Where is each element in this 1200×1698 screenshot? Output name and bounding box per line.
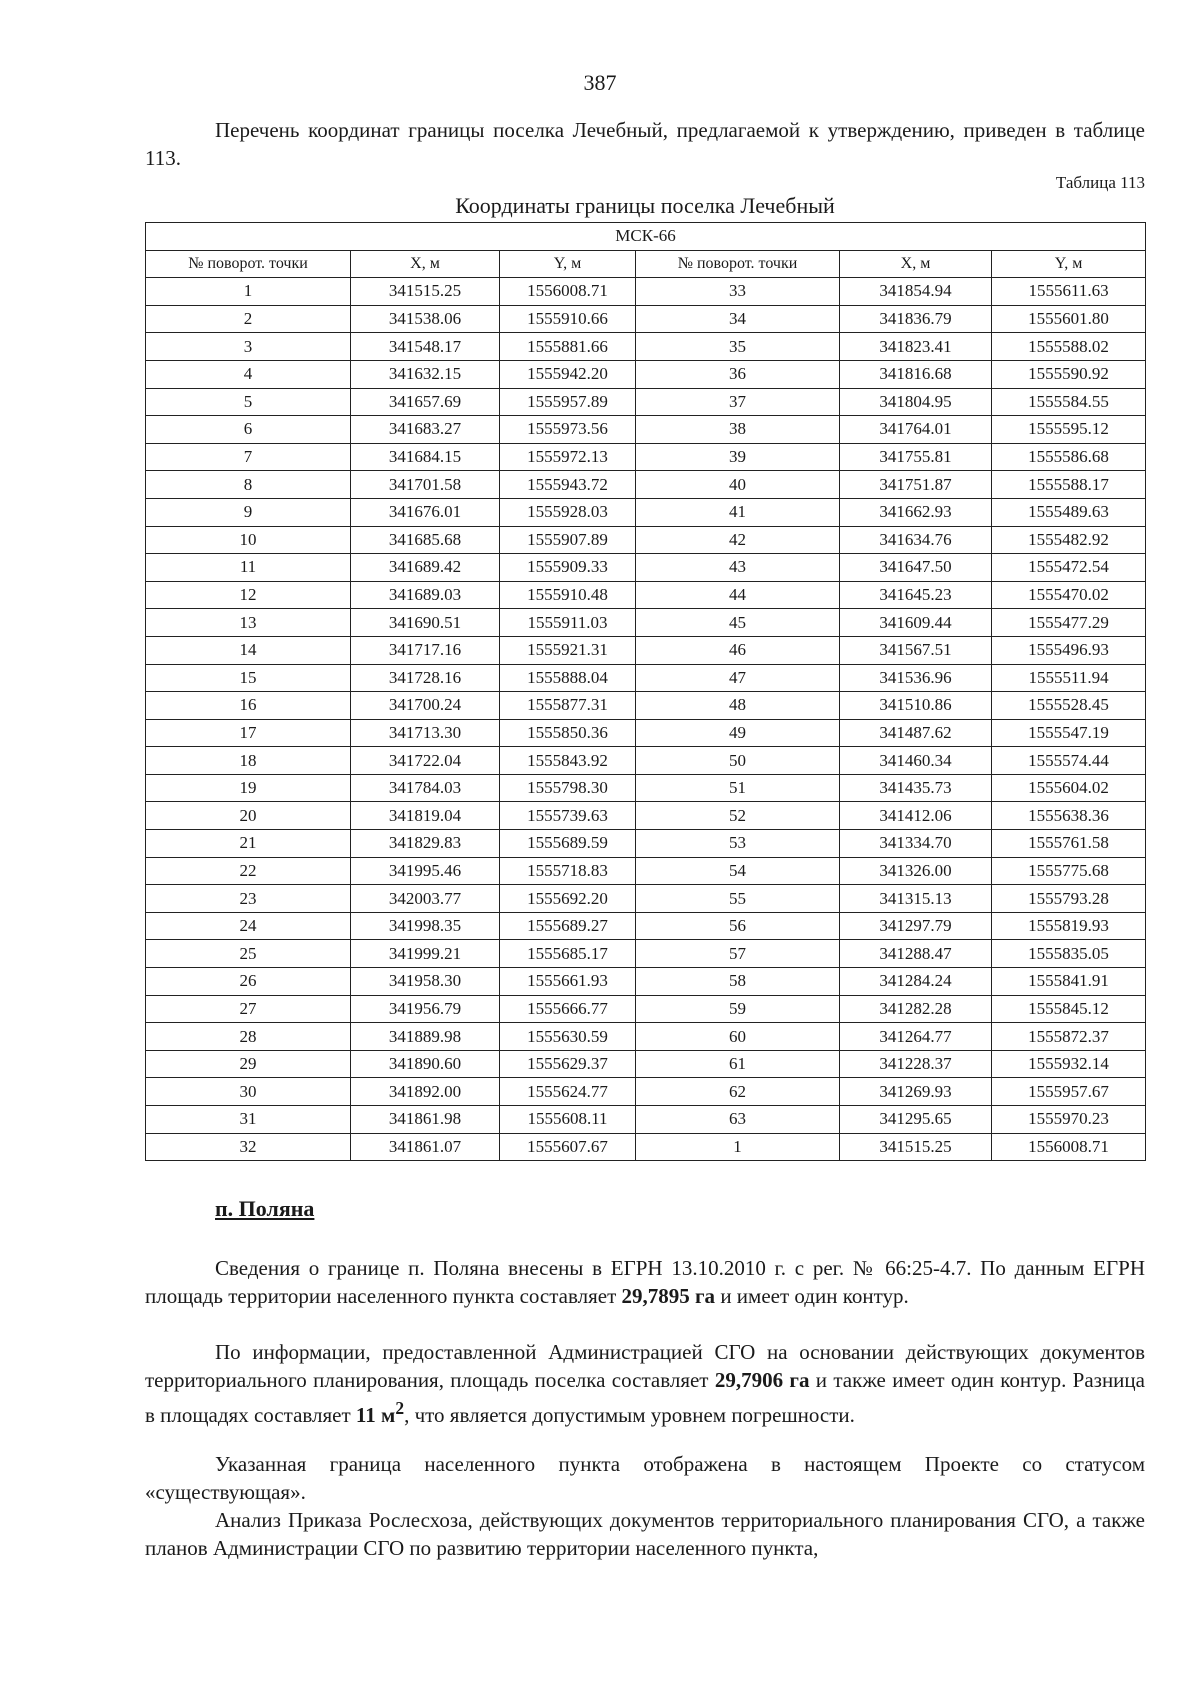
table-cell: 341538.06 [351,305,500,333]
table-cell: 24 [146,912,351,940]
table-cell: 54 [636,857,840,885]
table-cell: 46 [636,636,840,664]
table-row [146,1133,1146,1161]
table-cell: 1555910.66 [500,305,636,333]
table-cell: 341890.60 [351,1050,500,1078]
table-cell: 341515.25 [351,278,500,306]
table-cell: 341264.77 [840,1023,992,1051]
p2-text-c: , что является допустимым уровнем погрешности. [404,1403,855,1427]
table-cell: 1555909.33 [500,554,636,582]
table-cell: 8 [146,471,351,499]
header-y: Y, м [992,250,1146,278]
table-cell: 341632.15 [351,360,500,388]
table-cell: 1555611.63 [992,278,1146,306]
table-cell: 35 [636,333,840,361]
table-cell: 28 [146,1023,351,1051]
table-cell: 341956.79 [351,995,500,1023]
page-number: 387 [583,70,617,95]
table-cell: 1555872.37 [992,1023,1146,1051]
table-row [146,802,1146,830]
table-cell: 341657.69 [351,388,500,416]
table-cell: 42 [636,526,840,554]
table-cell: 6 [146,416,351,444]
table-cell: 341548.17 [351,333,500,361]
table-cell: 341722.04 [351,747,500,775]
table-cell: 341315.13 [840,885,992,913]
table-cell: 1555689.59 [500,830,636,858]
table-cell: 341823.41 [840,333,992,361]
table-row [146,416,1146,444]
table-cell: 17 [146,719,351,747]
table-row [146,857,1146,885]
coordinates-table [145,222,1146,1161]
table-cell: 3 [146,333,351,361]
table-cell: 341854.94 [840,278,992,306]
table-body [146,278,1146,1161]
header-y: Y, м [500,250,636,278]
table-cell: 43 [636,554,840,582]
table-header-row [146,250,1146,278]
table-row [146,1023,1146,1051]
table-cell: 15 [146,664,351,692]
table-cell: 341689.42 [351,554,500,582]
table-cell: 27 [146,995,351,1023]
table-cell: 341662.93 [840,498,992,526]
table-cell: 341412.06 [840,802,992,830]
table-cell: 341228.37 [840,1050,992,1078]
table-cell: 38 [636,416,840,444]
table-cell: 1555718.83 [500,857,636,885]
p1-text-b: и имеет один контур. [715,1284,909,1308]
table-cell: 1555574.44 [992,747,1146,775]
paragraph-1 [145,1254,1145,1310]
table-cell: 1555629.37 [500,1050,636,1078]
intro-paragraph: Перечень координат границы поселка Лечебный, предлагаемой к утверждению, приведен в таблице 113. [145,118,1145,170]
table-row [146,968,1146,996]
table-cell: 1555608.11 [500,1106,636,1134]
table-cell: 29 [146,1050,351,1078]
table-cell: 30 [146,1078,351,1106]
table-row [146,912,1146,940]
table-cell: 341751.87 [840,471,992,499]
table-cell: 21 [146,830,351,858]
table-row [146,995,1146,1023]
table-row [146,609,1146,637]
table-cell: 341701.58 [351,471,500,499]
p2-diff-sup: 2 [395,1398,405,1418]
table-row [146,719,1146,747]
table-cell: 1555489.63 [992,498,1146,526]
table-cell: 341435.73 [840,774,992,802]
table-cell: 341536.96 [840,664,992,692]
paragraph-4: Анализ Приказа Рослесхоза, действующих документов территориального планирования СГО, а также планов Администрации СГО по развитию территории населенного пункта, [145,1508,1145,1560]
table-cell: 341816.68 [840,360,992,388]
table-cell: 1555957.67 [992,1078,1146,1106]
table-cell: 1555588.17 [992,471,1146,499]
table-cell: 341861.07 [351,1133,500,1161]
table-cell: 341892.00 [351,1078,500,1106]
table-cell: 60 [636,1023,840,1051]
table-row [146,305,1146,333]
table-cell: 342003.77 [351,885,500,913]
table-row [146,885,1146,913]
table-row [146,1106,1146,1134]
table-cell: 341683.27 [351,416,500,444]
table-cell: 341784.03 [351,774,500,802]
header-x: X, м [840,250,992,278]
table-cell: 341684.15 [351,443,500,471]
table-cell: 341861.98 [351,1106,500,1134]
table-cell: 37 [636,388,840,416]
table-cell: 12 [146,581,351,609]
table-cell: 51 [636,774,840,802]
table-cell: 1555547.19 [992,719,1146,747]
table-cell: 5 [146,388,351,416]
table-cell: 1555932.14 [992,1050,1146,1078]
table-cell: 7 [146,443,351,471]
table-cell: 32 [146,1133,351,1161]
table-cell: 341567.51 [840,636,992,664]
header-x: X, м [351,250,500,278]
table-cell: 341487.62 [840,719,992,747]
table-cell: 48 [636,692,840,720]
p2-area: 29,7906 га [714,1368,810,1392]
table-cell: 18 [146,747,351,775]
table-cell: 1555661.93 [500,968,636,996]
table-row [146,692,1146,720]
table-cell: 1555793.28 [992,885,1146,913]
table-cell: 53 [636,830,840,858]
table-cell: 341713.30 [351,719,500,747]
table-cell: 1555841.91 [992,968,1146,996]
table-cell: 341609.44 [840,609,992,637]
table-row [146,333,1146,361]
table-cell: 341510.86 [840,692,992,720]
table-cell: 1555739.63 [500,802,636,830]
p2-text-b: и также имеет один контур. Разница в площадях составляет [145,1368,1145,1427]
table-cell: 341998.35 [351,912,500,940]
table-cell: 1 [146,278,351,306]
table-cell: 341819.04 [351,802,500,830]
table-cell: 1555970.23 [992,1106,1146,1134]
table-cell: 1555590.92 [992,360,1146,388]
table-cell: 341685.68 [351,526,500,554]
table-cell: 1555689.27 [500,912,636,940]
table-row [146,278,1146,306]
table-cell: 1555692.20 [500,885,636,913]
table-row [146,554,1146,582]
table-cell: 1555973.56 [500,416,636,444]
paragraph-2 [145,1338,1145,1429]
table-row [146,747,1146,775]
table-cell: 1555470.02 [992,581,1146,609]
table-cell: 341676.01 [351,498,500,526]
table-row [146,443,1146,471]
table-cell: 341755.81 [840,443,992,471]
table-cell: 341284.24 [840,968,992,996]
table-cell: 341269.93 [840,1078,992,1106]
table-cell: 1556008.71 [992,1133,1146,1161]
table-cell: 33 [636,278,840,306]
p2-diff-value: 11 м [355,1403,396,1427]
table-cell: 1555472.54 [992,554,1146,582]
table-row [146,774,1146,802]
table-cell: 62 [636,1078,840,1106]
table-title: Координаты границы поселка Лечебный [455,193,835,218]
table-cell: 341764.01 [840,416,992,444]
table-cell: 1555496.93 [992,636,1146,664]
table-cell: 341334.70 [840,830,992,858]
table-cell: 1555881.66 [500,333,636,361]
table-row [146,940,1146,968]
table-cell: 1555835.05 [992,940,1146,968]
table-cell: 1555761.58 [992,830,1146,858]
header-point-number: № поворот. точки [146,250,351,278]
table-cell: 341958.30 [351,968,500,996]
table-cell: 1555586.68 [992,443,1146,471]
table-cell: 1 [636,1133,840,1161]
table-cell: 1555607.67 [500,1133,636,1161]
table-cell: 14 [146,636,351,664]
table-cell: 56 [636,912,840,940]
table-cell: 1555845.12 [992,995,1146,1023]
table-row [146,830,1146,858]
table-cell: 13 [146,609,351,637]
p1-area: 29,7895 га [621,1284,716,1308]
table-row [146,471,1146,499]
paragraph-3: Указанная граница населенного пункта отображена в настоящем Проекте со статусом «существующая». [145,1452,1145,1504]
table-cell: 1555528.45 [992,692,1146,720]
table-cell: 57 [636,940,840,968]
table-cell: 39 [636,443,840,471]
table-cell: 341995.46 [351,857,500,885]
table-cell: 1555588.02 [992,333,1146,361]
table-cell: 1555477.29 [992,609,1146,637]
table-cell: 58 [636,968,840,996]
table-cell: 1555798.30 [500,774,636,802]
table-cell: 2 [146,305,351,333]
table-cell: 1555638.36 [992,802,1146,830]
table-cell: 1555921.31 [500,636,636,664]
table-cell: 1555910.48 [500,581,636,609]
table-cell: 1555595.12 [992,416,1146,444]
table-cell: 1555843.92 [500,747,636,775]
table-cell: 61 [636,1050,840,1078]
table-cell: 341326.00 [840,857,992,885]
table-row [146,498,1146,526]
table-cell: 47 [636,664,840,692]
table-cell: 341634.76 [840,526,992,554]
table-cell: 341295.65 [840,1106,992,1134]
table-cell: 55 [636,885,840,913]
p2-text-a: По информации, предоставленной Администрацией СГО на основании действующих документов территориального планирования, площадь поселка составляет [145,1340,1145,1392]
table-cell: 10 [146,526,351,554]
table-cell: 19 [146,774,351,802]
table-cell: 22 [146,857,351,885]
table-cell: 1555775.68 [992,857,1146,885]
table-system-row [146,223,1146,251]
table-cell: 341282.28 [840,995,992,1023]
table-cell: 41 [636,498,840,526]
table-cell: 1555907.89 [500,526,636,554]
table-row [146,1050,1146,1078]
table-row [146,1078,1146,1106]
table-row [146,388,1146,416]
table-cell: 1555819.93 [992,912,1146,940]
table-cell: 31 [146,1106,351,1134]
table-cell: 341690.51 [351,609,500,637]
table-cell: 1555601.80 [992,305,1146,333]
table-cell: 341297.79 [840,912,992,940]
table-cell: 26 [146,968,351,996]
table-cell: 341647.50 [840,554,992,582]
table-cell: 4 [146,360,351,388]
table-cell: 1555511.94 [992,664,1146,692]
table-cell: 52 [636,802,840,830]
table-cell: 11 [146,554,351,582]
table-row [146,581,1146,609]
table-row [146,526,1146,554]
table-cell: 1555850.36 [500,719,636,747]
table-cell: 1555957.89 [500,388,636,416]
table-cell: 1555972.13 [500,443,636,471]
table-cell: 40 [636,471,840,499]
table-cell: 23 [146,885,351,913]
table-cell: 1555666.77 [500,995,636,1023]
table-cell: 45 [636,609,840,637]
table-cell: 341836.79 [840,305,992,333]
table-cell: 341728.16 [351,664,500,692]
table-cell: 1555877.31 [500,692,636,720]
table-cell: 1555630.59 [500,1023,636,1051]
table-row [146,360,1146,388]
table-cell: 44 [636,581,840,609]
table-cell: 341645.23 [840,581,992,609]
table-cell: 49 [636,719,840,747]
table-cell: 9 [146,498,351,526]
table-cell: 1555943.72 [500,471,636,499]
table-cell: 1555888.04 [500,664,636,692]
coordinate-system: МСК-66 [146,223,1146,251]
table-cell: 1555584.55 [992,388,1146,416]
table-label: Таблица 113 [1055,173,1145,192]
table-cell: 25 [146,940,351,968]
table-cell: 1555942.20 [500,360,636,388]
table-cell: 341717.16 [351,636,500,664]
table-cell: 341889.98 [351,1023,500,1051]
table-cell: 341999.21 [351,940,500,968]
table-cell: 34 [636,305,840,333]
table-cell: 50 [636,747,840,775]
table-cell: 1555911.03 [500,609,636,637]
table-cell: 16 [146,692,351,720]
table-cell: 341515.25 [840,1133,992,1161]
table-cell: 1555482.92 [992,526,1146,554]
section-heading: п. Поляна [215,1196,315,1221]
table-row [146,664,1146,692]
table-cell: 20 [146,802,351,830]
table-cell: 59 [636,995,840,1023]
table-cell: 341460.34 [840,747,992,775]
table-cell: 341288.47 [840,940,992,968]
header-point-number: № поворот. точки [636,250,840,278]
table-cell: 63 [636,1106,840,1134]
table-cell: 341829.83 [351,830,500,858]
table-cell: 36 [636,360,840,388]
table-cell: 1555685.17 [500,940,636,968]
table-cell: 1555928.03 [500,498,636,526]
table-cell: 341804.95 [840,388,992,416]
p2-diff [355,1398,405,1427]
table-cell: 1555604.02 [992,774,1146,802]
table-cell: 1555624.77 [500,1078,636,1106]
table-row [146,636,1146,664]
table-cell: 1556008.71 [500,278,636,306]
table-cell: 341700.24 [351,692,500,720]
p1-text-a: Сведения о границе п. Поляна внесены в ЕГРН 13.10.2010 г. с рег. № 66:25-4.7. По данным ЕГРН площадь территории населенного пункта составляет [145,1256,1145,1308]
table-cell: 341689.03 [351,581,500,609]
